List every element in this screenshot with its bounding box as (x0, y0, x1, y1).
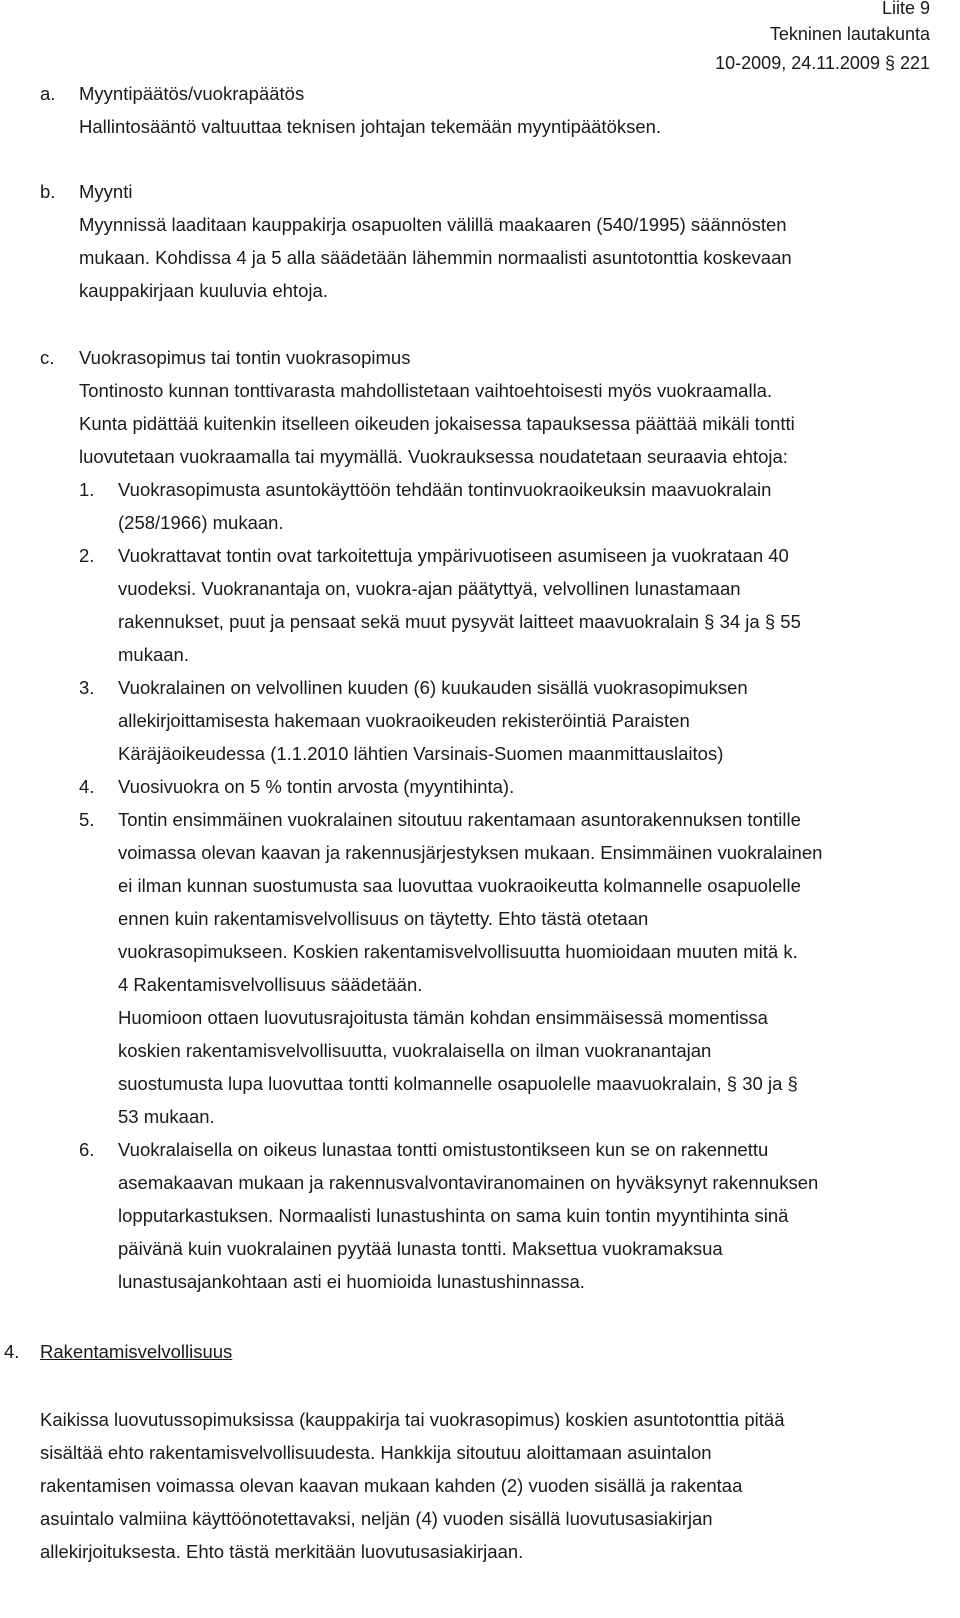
list-item-text-line: Vuokralaisella on oikeus lunastaa tontti omistustontikseen kun se on rakennettu (118, 1139, 769, 1160)
section-b-title: Myynti (79, 181, 133, 202)
list-item-text-line: Tontin ensimmäinen vuokralainen sitoutuu rakentamaan asuntorakennuksen tontille (118, 809, 801, 830)
list-item-text-line: ennen kuin rakentamisvelvollisuus on täytetty. Ehto tästä otetaan (118, 908, 649, 929)
section-a-title: Myyntipäätös/vuokrapäätös (79, 83, 305, 104)
list-item-text-line: voimassa olevan kaavan ja rakennusjärjestyksen mukaan. Ensimmäinen vuokralainen (118, 842, 823, 863)
list-item-text-line: koskien rakentamisvelvollisuutta, vuokralaisella on ilman vuokranantajan (118, 1040, 712, 1061)
section-c-title: Vuokrasopimus tai tontin vuokrasopimus (79, 347, 411, 368)
list-item-text-line: 53 mukaan. (118, 1106, 215, 1127)
list-item-number: 4. (79, 776, 95, 797)
list-item-text-line: Vuokralainen on velvollinen kuuden (6) kuukauden sisällä vuokrasopimuksen (118, 677, 748, 698)
list-item-text-line: vuodeksi. Vuokranantaja on, vuokra-ajan päätyttyä, velvollinen lunastamaan (118, 578, 741, 599)
section-c-text-line: luovutetaan vuokraamalla tai myymällä. Vuokrauksessa noudatetaan seuraavia ehtoja: (79, 446, 788, 467)
list-item-text-line: 4 Rakentamisvelvollisuus säädetään. (118, 974, 423, 995)
list-item-text-line: (258/1966) mukaan. (118, 512, 284, 533)
list-item-number: 6. (79, 1139, 95, 1160)
list-item-text-line: mukaan. (118, 644, 189, 665)
section-c-marker: c. (40, 347, 55, 368)
appendix-label: Liite 9 (881, 0, 930, 18)
section-4-text-line: allekirjoituksesta. Ehto tästä merkitään luovutusasiakirjaan. (40, 1541, 524, 1562)
section-4-text-line: asuintalo valmiina käyttöönotettavaksi, neljän (4) vuoden sisällä luovutusasiakirjan (40, 1508, 713, 1529)
section-b-text-line: Myynnissä laaditaan kauppakirja osapuolten välillä maakaaren (540/1995) säännösten (79, 214, 787, 235)
list-item-text-line: allekirjoittamisesta hakemaan vuokraoikeuden rekisteröintiä Paraisten (118, 710, 690, 731)
list-item-text-line: päivänä kuin vuokralainen pyytää lunasta tontti. Maksettua vuokramaksua (118, 1238, 723, 1259)
list-item-text-line: lopputarkastuksen. Normaalisti lunastushinta on sama kuin tontin myyntihinta sinä (118, 1205, 789, 1226)
section-a-marker: a. (40, 83, 56, 104)
committee-name: Tekninen lautakunta (769, 24, 930, 44)
section-4-text-line: Kaikissa luovutussopimuksissa (kauppakirja tai vuokrasopimus) koskien asuntotonttia pitää (40, 1409, 785, 1430)
list-item-text-line: lunastusajankohtaan asti ei huomioida lunastushinnassa. (118, 1271, 585, 1292)
section-4-title: Rakentamisvelvollisuus (40, 1341, 233, 1362)
list-item-text-line: rakennukset, puut ja pensaat sekä muut pysyvät laitteet maavuokralain § 34 ja § 55 (118, 611, 801, 632)
list-item-text-line: Vuosivuokra on 5 % tontin arvosta (myyntihinta). (118, 776, 515, 797)
section-4-number: 4. (4, 1341, 20, 1362)
list-item-text-line: Vuokrasopimusta asuntokäyttöön tehdään tontinvuokraoikeuksin maavuokralain (118, 479, 772, 500)
list-item-text-line: Vuokrattavat tontin ovat tarkoitettuja ympärivuotiseen asumiseen ja vuokrataan 40 (118, 545, 789, 566)
section-b-marker: b. (40, 181, 56, 202)
section-b-text-line: mukaan. Kohdissa 4 ja 5 alla säädetään lähemmin normaalisti asuntotonttia koskevaan (79, 247, 792, 268)
meeting-reference: 10-2009, 24.11.2009 § 221 (715, 53, 930, 73)
list-item-text-line: suostumusta lupa luovuttaa tontti kolmannelle osapuolelle maavuokralain, § 30 ja § (118, 1073, 798, 1094)
section-b-text-line: kauppakirjaan kuuluvia ehtoja. (79, 280, 328, 301)
list-item-text-line: asemakaavan mukaan ja rakennusvalvontaviranomainen on hyväksynyt rakennuksen (118, 1172, 819, 1193)
section-a-text-line: Hallintosääntö valtuuttaa teknisen johtajan tekemään myyntipäätöksen. (79, 116, 662, 137)
list-item-number: 2. (79, 545, 95, 566)
list-item-number: 3. (79, 677, 95, 698)
section-c-text-line: Tontinosto kunnan tonttivarasta mahdollistetaan vaihtoehtoisesti myös vuokraamalla. (79, 380, 773, 401)
list-item-text-line: Huomioon ottaen luovutusrajoitusta tämän kohdan ensimmäisessä momentissa (118, 1007, 768, 1028)
section-4-text-line: sisältää ehto rakentamisvelvollisuudesta. Hankkija sitoutuu aloittamaan asuintalon (40, 1442, 712, 1463)
list-item-number: 1. (79, 479, 95, 500)
section-4-text-line: rakentamisen voimassa olevan kaavan mukaan kahden (2) vuoden sisällä ja rakentaa (40, 1475, 743, 1496)
section-c-text-line: Kunta pidättää kuitenkin itselleen oikeuden jokaisessa tapauksessa päättää mikäli tontti (79, 413, 795, 434)
list-item-text-line: vuokrasopimukseen. Koskien rakentamisvelvollisuutta huomioidaan muuten mitä k. (118, 941, 798, 962)
list-item-number: 5. (79, 809, 95, 830)
list-item-text-line: Käräjäoikeudessa (1.1.2010 lähtien Varsinais-Suomen maanmittauslaitos) (118, 743, 724, 764)
list-item-text-line: ei ilman kunnan suostumusta saa luovuttaa vuokraoikeutta kolmannelle osapuolelle (118, 875, 801, 896)
